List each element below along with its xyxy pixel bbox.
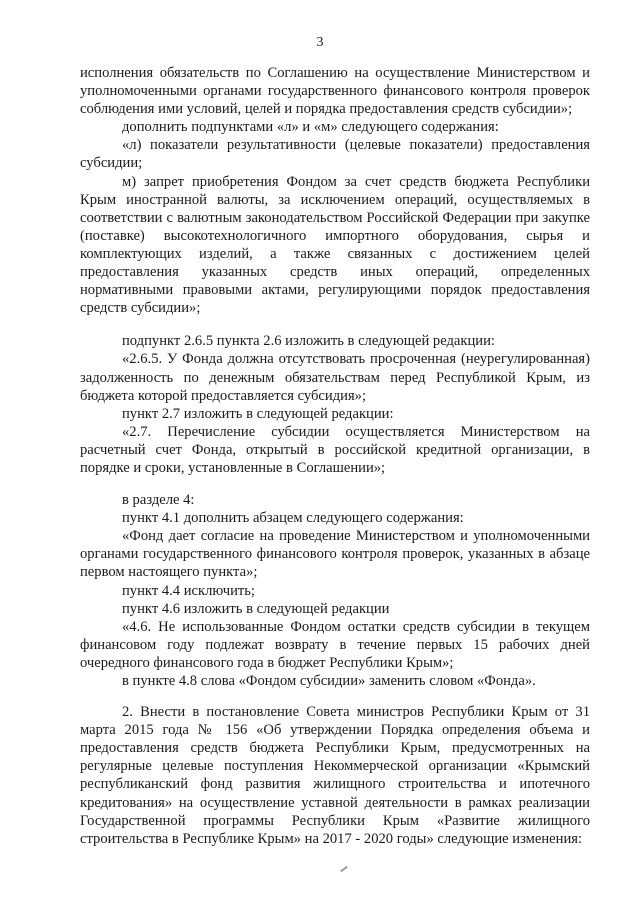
paragraph: 2. Внести в постановление Совета министров Республики Крым от 31 марта 2015 года № 156 «Об утверждении Порядка определения объема и предоставления средств бюджета Республики Крым, предусмотренных на регулярные целевые поступления Некоммерческой организации «Крымский республиканский фонд развития жилищного строительства и ипотечного кредитования» на осуществление уставной деятельности в рамках реализации Государственной программы Республики Крым «Развитие жилищного строительства в Республике Крым» на 2017 - 2020 годы» следующие изменения: xyxy=(80,704,590,847)
paragraph: пункт 4.4 исключить; xyxy=(122,582,255,599)
page-number: 3 xyxy=(316,35,324,50)
ink-mark xyxy=(340,866,348,872)
paragraph: «2.6.5. У Фонда должна отсутствовать просроченная (неурегулированная) задолженность по денежным обязательствам перед Республикой Крым, из бюджета которой предоставляется субсидия»; xyxy=(80,351,590,404)
paragraph: пункт 4.6 изложить в следующей редакции xyxy=(122,600,390,617)
paragraph: «Фонд дает согласие на проведение Министерством и уполномоченными органами государственного финансового контроля проверок, указанных в абзаце первом настоящего пункта»; xyxy=(80,528,590,581)
paragraph: подпункт 2.6.5 пункта 2.6 изложить в следующей редакции: xyxy=(122,333,495,350)
paragraph: пункт 2.7 изложить в следующей редакции: xyxy=(122,405,394,422)
paragraph: в пункте 4.8 слова «Фондом субсидии» заменить словом «Фонда». xyxy=(122,673,536,689)
paragraph: дополнить подпунктами «л» и «м» следующего содержания: xyxy=(122,119,499,136)
document-body xyxy=(80,64,590,848)
paragraph: в разделе 4: xyxy=(122,492,195,509)
paragraph: м) запрет приобретения Фондом за счет средств бюджета Республики Крым иностранной валюты, за исключением операций, осуществляемых в соответствии с валютным законодательством Российской Федерации при закупке (поставке) высокотехнологичного импортного оборудования, сырья и комплектующих изделий, а также связанных с достижением целей предоставления указанных средств иных операций, определенных нормативными правовыми актами, регулирующими порядок предоставления средств субсидии»; xyxy=(80,173,590,317)
paragraph: «2.7. Перечисление субсидии осуществляется Министерством на расчетный счет Фонда, открытый в российской кредитной организации, в порядке и сроки, установленные в Соглашении»; xyxy=(80,423,590,476)
paragraph: исполнения обязательств по Соглашению на осуществление Министерством и уполномоченными органами государственного финансового контроля проверок соблюдения ими условий, целей и порядка предоставления средств субсидии»; xyxy=(80,65,590,118)
paragraph: «л) показатели результативности (целевые показатели) предоставления субсидии; xyxy=(80,137,590,172)
paragraph: пункт 4.1 дополнить абзацем следующего содержания: xyxy=(122,510,464,527)
paragraph: «4.6. Не использованные Фондом остатки средств субсидии в текущем финансовом году подлежат возврату в течение первых 15 рабочих дней очередного финансового года в бюджет Республики Крым»; xyxy=(80,618,590,671)
